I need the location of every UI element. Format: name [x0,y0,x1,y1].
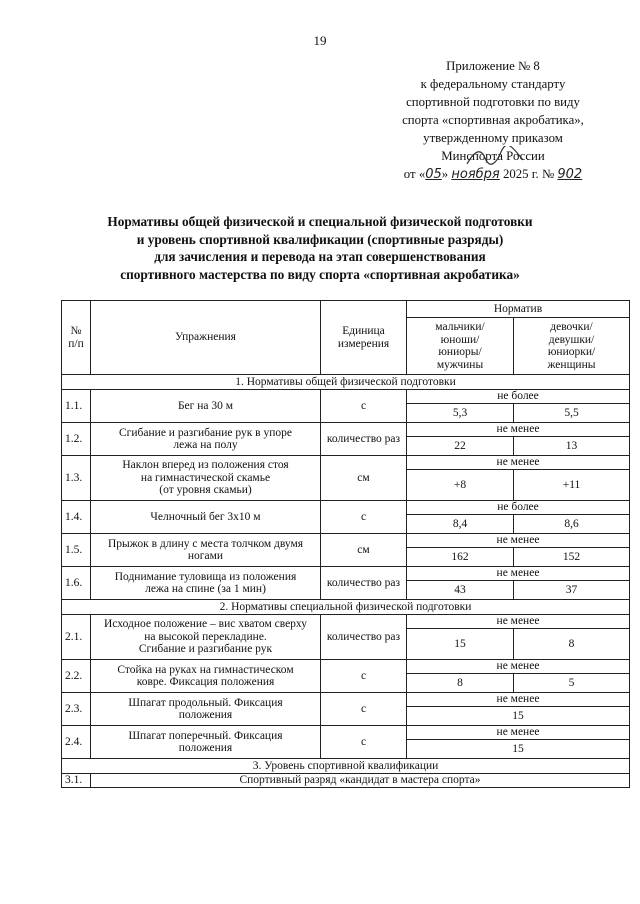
row-exercise: Стойка на руках на гимнастическом ковре. Фиксация положения [91,660,321,693]
title-line: для зачисления и перевода на этап совершенствования [154,249,486,264]
row-exercise: Шпагат продольный. Фиксация положения [91,693,321,726]
row-number: 2.4. [62,726,91,759]
value-boys: 162 [407,548,514,567]
handwritten-month: ноября [451,167,500,182]
value-both: 15 [407,740,630,759]
page-title [40,213,600,283]
row-unit: с [321,660,407,693]
table-row [62,567,630,581]
value-girls: +11 [514,470,630,501]
header-norm: Норматив [407,301,630,318]
row-unit: с [321,726,407,759]
value-girls: 13 [514,437,630,456]
value-both: 15 [407,707,630,726]
section-title: 1. Нормативы общей физической подготовки [62,375,630,390]
signature-scribble-icon [465,146,525,168]
value-boys: 5,3 [407,404,514,423]
row-number: 2.1. [62,615,91,660]
row-exercise: Исходное положение – вис хватом сверху на высокой перекладине. Сгибание и разгибание рук [91,615,321,660]
row-unit: количество раз [321,423,407,456]
header-exercise: Упражнения [91,301,321,375]
table-row [62,456,630,470]
appendix-line: Приложение № 8 [446,59,540,73]
row-condition: не менее [407,567,630,581]
header-boys: мальчики/ юноши/ юниоры/ мужчины [407,318,514,375]
value-boys: 15 [407,629,514,660]
row-text: Спортивный разряд «кандидат в мастера спорта» [91,774,630,788]
date-day-close: » [441,167,449,181]
value-girls: 152 [514,548,630,567]
row-condition: не менее [407,660,630,674]
value-boys: 43 [407,581,514,600]
title-line: спортивного мастерства по виду спорта «спортивная акробатика» [120,266,520,282]
appendix-line: спортивной подготовки по виду [406,95,580,109]
value-girls: 5,5 [514,404,630,423]
section-row [62,600,630,615]
title-line: Нормативы общей физической и специальной физической подготовки [107,214,533,229]
row-number: 3.1. [62,774,91,788]
norms-table [61,300,630,788]
value-girls: 8,6 [514,515,630,534]
row-condition: не менее [407,615,630,629]
row-number: 1.1. [62,390,91,423]
row-condition: не менее [407,534,630,548]
table-row [62,774,630,788]
section-title: 3. Уровень спортивной квалификации [62,759,630,774]
value-girls: 8 [514,629,630,660]
row-condition: не менее [407,456,630,470]
handwritten-order-number: 902 [557,167,583,182]
appendix-line: спорта «спортивная акробатика», [402,113,584,127]
value-boys: 22 [407,437,514,456]
year-text: 2025 г. № [502,167,555,181]
row-condition: не менее [407,423,630,437]
table-row [62,534,630,548]
appendix-line: утвержденному приказом [423,131,563,145]
row-exercise: Прыжок в длину с места толчком двумя ногами [91,534,321,567]
table-row [62,726,630,740]
row-unit: количество раз [321,615,407,660]
section-row [62,375,630,390]
table-row [62,615,630,629]
header-num: № п/п [62,301,91,375]
table-row [62,423,630,437]
header-unit: Единица измерения [321,301,407,375]
page-number: 19 [313,33,327,48]
table-row [62,501,630,515]
title-line: и уровень спортивной квалификации (спортивные разряды) [136,231,504,247]
row-exercise: Бег на 30 м [91,390,321,423]
row-number: 1.2. [62,423,91,456]
row-condition: не более [407,501,630,515]
value-girls: 5 [514,674,630,693]
row-exercise: Наклон вперед из положения стоя на гимнастической скамье (от уровня скамьи) [91,456,321,501]
row-exercise: Сгибание и разгибание рук в упоре лежа на полу [91,423,321,456]
header-girls: девочки/ девушки/ юниорки/ женщины [514,318,630,375]
row-number: 1.5. [62,534,91,567]
row-unit: с [321,501,407,534]
handwritten-day: 05 [425,167,442,182]
appendix-line: к федеральному стандарту [420,77,566,91]
row-number: 1.6. [62,567,91,600]
row-unit: см [321,534,407,567]
date-prefix: от « [403,167,426,181]
row-number: 1.3. [62,456,91,501]
section-row [62,759,630,774]
row-condition: не менее [407,693,630,707]
table-row [62,390,630,404]
table-row [62,660,630,674]
row-unit: с [321,693,407,726]
value-girls: 37 [514,581,630,600]
row-exercise: Поднимание туловища из положения лежа на спине (за 1 мин) [91,567,321,600]
row-exercise: Челночный бег 3х10 м [91,501,321,534]
row-exercise: Шпагат поперечный. Фиксация положения [91,726,321,759]
row-unit: см [321,456,407,501]
table-row [62,693,630,707]
row-condition: не более [407,390,630,404]
section-title: 2. Нормативы специальной физической подготовки [62,600,630,615]
row-condition: не менее [407,726,630,740]
value-boys: 8 [407,674,514,693]
value-boys: +8 [407,470,514,501]
row-unit: с [321,390,407,423]
row-number: 2.2. [62,660,91,693]
value-boys: 8,4 [407,515,514,534]
row-unit: количество раз [321,567,407,600]
row-number: 1.4. [62,501,91,534]
row-number: 2.3. [62,693,91,726]
appendix-line: Минспорта России [441,149,545,163]
